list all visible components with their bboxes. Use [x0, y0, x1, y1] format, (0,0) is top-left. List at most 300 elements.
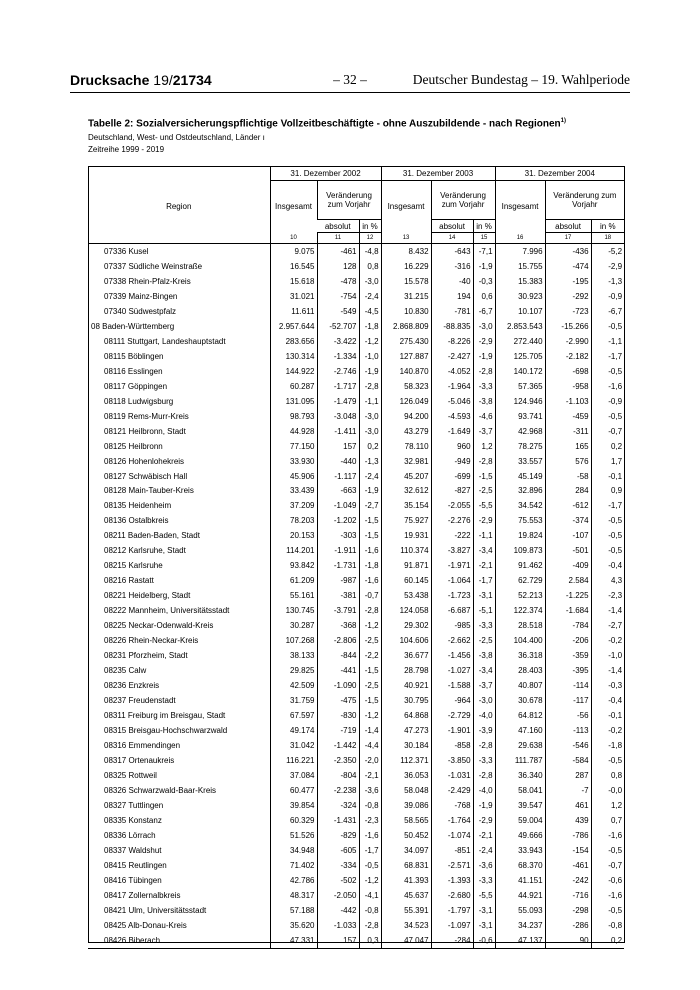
region-cell: 08327 Tuttlingen [104, 800, 164, 810]
region-cell: 08315 Breisgau-Hochschwarzwald [104, 725, 228, 735]
value-cell: 42.786 [270, 873, 317, 888]
value-cell: -0,5 [359, 858, 381, 873]
value-cell: -0,9 [591, 289, 624, 304]
value-cell: -3,9 [473, 723, 495, 738]
value-cell: 1,2 [473, 439, 495, 454]
document-number [70, 72, 212, 88]
value-cell: -1.411 [317, 424, 359, 439]
value-cell: -1.479 [317, 394, 359, 409]
value-cell: 157 [317, 439, 359, 454]
value-cell: 57.188 [270, 903, 317, 918]
value-cell: 41.393 [381, 873, 431, 888]
value-cell: 35.620 [270, 918, 317, 933]
value-cell: -6,7 [591, 304, 624, 319]
value-cell: 8.432 [381, 244, 431, 259]
value-cell: 58.048 [381, 783, 431, 798]
value-cell: -949 [431, 454, 473, 469]
value-cell: 124.058 [381, 603, 431, 618]
value-cell: -0,7 [359, 588, 381, 603]
value-cell: -1.064 [431, 573, 473, 588]
value-cell: -2,4 [359, 469, 381, 484]
value-cell: -858 [431, 738, 473, 753]
table-row [88, 903, 624, 918]
region-cell: 08237 Freudenstadt [104, 696, 176, 706]
title-footnote-mark: 1) [560, 118, 567, 124]
total-header: Insgesamt [270, 181, 317, 233]
region-cell: 08215 Karlsruhe [104, 561, 163, 571]
value-cell: -114 [545, 678, 591, 693]
value-cell: -1.074 [431, 828, 473, 843]
value-cell: -359 [545, 648, 591, 663]
value-cell: 45.207 [381, 469, 431, 484]
region-cell: 08231 Pforzheim, Stadt [104, 651, 188, 661]
value-cell: -381 [317, 588, 359, 603]
value-cell: -5,2 [591, 244, 624, 259]
subtitle-scope: Deutschland, West- und Ostdeutschland, Länder ı [88, 133, 265, 142]
value-cell: -2,8 [359, 603, 381, 618]
value-cell: 61.209 [270, 573, 317, 588]
value-cell: 49.666 [495, 828, 545, 843]
value-cell: -1.971 [431, 558, 473, 573]
value-cell: 0,2 [359, 439, 381, 454]
value-cell: -964 [431, 693, 473, 708]
value-cell: 272.440 [495, 334, 545, 349]
value-cell: -829 [317, 828, 359, 843]
value-cell: -0,5 [591, 753, 624, 768]
value-cell: -1.684 [545, 603, 591, 618]
value-cell: -3,0 [359, 409, 381, 424]
col-number: 10 [270, 233, 317, 244]
value-cell: -0,9 [591, 394, 624, 409]
doc-label: Drucksache [70, 72, 150, 88]
value-cell: 68.370 [495, 858, 545, 873]
value-cell: -113 [545, 723, 591, 738]
subtitle-period: Zeitreihe 1999 - 2019 [88, 145, 165, 154]
value-cell: -1,2 [359, 873, 381, 888]
value-cell: 0,6 [473, 289, 495, 304]
value-cell: -1.723 [431, 588, 473, 603]
value-cell: -1.027 [431, 663, 473, 678]
value-cell: -2,9 [473, 513, 495, 528]
table-row [88, 409, 624, 424]
value-cell: -3,6 [359, 783, 381, 798]
value-cell: -0,7 [591, 858, 624, 873]
value-cell: -1.964 [431, 379, 473, 394]
abs-header: absolut [545, 220, 591, 233]
value-cell: 20.153 [270, 528, 317, 543]
table-row [88, 633, 624, 648]
table-row [88, 364, 624, 379]
value-cell: -1,9 [359, 484, 381, 499]
value-cell: -0,0 [591, 783, 624, 798]
value-cell: 2.584 [545, 573, 591, 588]
value-cell: -7,1 [473, 244, 495, 259]
region-cell: 08221 Heidelberg, Stadt [104, 591, 191, 601]
value-cell: -2.990 [545, 334, 591, 349]
value-cell: -3,7 [473, 678, 495, 693]
value-cell: 19.824 [495, 528, 545, 543]
period-header: 31. Dezember 2003 [381, 167, 495, 181]
value-cell: 275.430 [381, 334, 431, 349]
value-cell: -298 [545, 903, 591, 918]
value-cell: -786 [545, 828, 591, 843]
value-cell: -0,8 [359, 903, 381, 918]
value-cell: -2,9 [473, 334, 495, 349]
value-cell: 128 [317, 259, 359, 274]
value-cell: -987 [317, 573, 359, 588]
table-row [88, 783, 624, 798]
value-cell: 43.279 [381, 424, 431, 439]
change-header: Veränderung zum Vorjahr [431, 181, 495, 220]
value-cell: -0,3 [591, 678, 624, 693]
value-cell: -1,3 [359, 454, 381, 469]
value-cell: -2,5 [473, 633, 495, 648]
value-cell: 144.922 [270, 364, 317, 379]
value-cell: 33.439 [270, 484, 317, 499]
value-cell: -7 [545, 783, 591, 798]
region-cell: 08212 Karlsruhe, Stadt [104, 546, 186, 556]
value-cell: -1,2 [359, 334, 381, 349]
value-cell: 10.830 [381, 304, 431, 319]
value-cell: 36.677 [381, 648, 431, 663]
value-cell: 287 [545, 768, 591, 783]
value-cell: -605 [317, 843, 359, 858]
value-cell: 157 [317, 933, 359, 948]
value-cell: 1,7 [591, 454, 624, 469]
region-cell: 08116 Esslingen [104, 366, 163, 376]
table-row [88, 543, 624, 558]
value-cell: -1,8 [359, 319, 381, 334]
value-cell: -3,4 [473, 543, 495, 558]
value-cell: 33.943 [495, 843, 545, 858]
value-cell: 31.042 [270, 738, 317, 753]
table-row [88, 723, 624, 738]
value-cell: 30.287 [270, 618, 317, 633]
value-cell: -1,3 [591, 274, 624, 289]
value-cell: -1,5 [473, 469, 495, 484]
value-cell: -2,1 [359, 768, 381, 783]
value-cell: -222 [431, 528, 473, 543]
region-cell: 08222 Mannheim, Universitätsstadt [104, 606, 230, 616]
value-cell: 37.209 [270, 498, 317, 513]
table-row [88, 663, 624, 678]
table-row [88, 933, 624, 948]
table-row [88, 498, 624, 513]
value-cell: -461 [545, 858, 591, 873]
value-cell: 59.004 [495, 813, 545, 828]
value-cell: -56 [545, 708, 591, 723]
value-cell: 42.968 [495, 424, 545, 439]
value-cell: -958 [545, 379, 591, 394]
value-cell: -3.048 [317, 409, 359, 424]
value-cell: 55.161 [270, 588, 317, 603]
value-cell: -442 [317, 903, 359, 918]
value-cell: -3,3 [473, 873, 495, 888]
table-row [88, 424, 624, 439]
value-cell: 64.868 [381, 708, 431, 723]
value-cell: -1,4 [591, 603, 624, 618]
table-row [88, 888, 624, 903]
header-row-colnumbers [88, 233, 624, 244]
value-cell: -1,9 [473, 349, 495, 364]
value-cell: 15.755 [495, 259, 545, 274]
region-cell: 08326 Schwarzwald-Baar-Kreis [104, 785, 217, 795]
value-cell: 47.331 [270, 933, 317, 948]
value-cell: 0,2 [591, 439, 624, 454]
value-cell: -1.649 [431, 424, 473, 439]
value-cell: 75.927 [381, 513, 431, 528]
table-row [88, 513, 624, 528]
header-row-labels [88, 181, 624, 220]
value-cell: 91.871 [381, 558, 431, 573]
value-cell: 78.110 [381, 439, 431, 454]
value-cell: 62.729 [495, 573, 545, 588]
value-cell: -1,6 [591, 379, 624, 394]
value-cell: -1,9 [473, 259, 495, 274]
value-cell: -2,1 [473, 828, 495, 843]
value-cell: 165 [545, 439, 591, 454]
table-row [88, 274, 624, 289]
value-cell: -0,8 [591, 918, 624, 933]
value-cell: 58.041 [495, 783, 545, 798]
table-row [88, 828, 624, 843]
value-cell: -584 [545, 753, 591, 768]
value-cell: -5,1 [473, 603, 495, 618]
value-cell: 34.237 [495, 918, 545, 933]
region-cell: 08211 Baden-Baden, Stadt [104, 531, 200, 541]
table-row [88, 603, 624, 618]
value-cell: -4.593 [431, 409, 473, 424]
pct-header: in % [359, 220, 381, 233]
value-cell: -1,6 [591, 828, 624, 843]
region-cell: 07337 Südliche Weinstraße [104, 261, 203, 271]
value-cell: 28.798 [381, 663, 431, 678]
value-cell: 960 [431, 439, 473, 454]
col-number: 18 [591, 233, 624, 244]
value-cell: -15.266 [545, 319, 591, 334]
value-cell: -52.707 [317, 319, 359, 334]
header-blank [88, 167, 270, 181]
value-cell: -2.662 [431, 633, 473, 648]
value-cell: 1,2 [591, 798, 624, 813]
value-cell: 107.268 [270, 633, 317, 648]
col-number: 16 [495, 233, 545, 244]
value-cell: -2,7 [591, 618, 624, 633]
value-cell: 45.637 [381, 888, 431, 903]
value-cell: -827 [431, 484, 473, 499]
value-cell: -1,7 [591, 498, 624, 513]
value-cell: -3,1 [473, 903, 495, 918]
value-cell: -395 [545, 663, 591, 678]
value-cell: 16.545 [270, 259, 317, 274]
value-cell: -2,1 [473, 558, 495, 573]
value-cell: -303 [317, 528, 359, 543]
value-cell: -1,4 [359, 723, 381, 738]
value-cell: -663 [317, 484, 359, 499]
value-cell: -5.046 [431, 394, 473, 409]
value-cell: -0,5 [591, 903, 624, 918]
value-cell: -4,0 [473, 783, 495, 798]
value-cell: 439 [545, 813, 591, 828]
value-cell: -2,5 [359, 678, 381, 693]
value-cell: -4,8 [359, 244, 381, 259]
value-cell: -0,5 [591, 364, 624, 379]
value-cell: 29.638 [495, 738, 545, 753]
value-cell: 93.842 [270, 558, 317, 573]
region-cell: 08415 Reutlingen [104, 860, 167, 870]
value-cell: -2,2 [359, 648, 381, 663]
value-cell: 283.656 [270, 334, 317, 349]
value-cell: 131.095 [270, 394, 317, 409]
value-cell: 40.921 [381, 678, 431, 693]
value-cell: 32.896 [495, 484, 545, 499]
doc-num-suffix: 21734 [172, 72, 212, 88]
change-header: Veränderung zum Vorjahr [317, 181, 381, 220]
value-cell: -441 [317, 663, 359, 678]
value-cell: 57.365 [495, 379, 545, 394]
col-number: 12 [359, 233, 381, 244]
region-cell: 08416 Tübingen [104, 875, 162, 885]
value-cell: -1.103 [545, 394, 591, 409]
period-header: 31. Dezember 2004 [495, 167, 624, 181]
value-cell: -436 [545, 244, 591, 259]
value-cell: -1,6 [591, 888, 624, 903]
value-cell: 461 [545, 798, 591, 813]
table-row [88, 469, 624, 484]
value-cell: 284 [545, 484, 591, 499]
value-cell: -1.911 [317, 543, 359, 558]
region-cell: 08425 Alb-Donau-Kreis [104, 920, 187, 930]
table-row [88, 573, 624, 588]
value-cell: -1.393 [431, 873, 473, 888]
table-row [88, 768, 624, 783]
table-row [88, 648, 624, 663]
value-cell: -612 [545, 498, 591, 513]
value-cell: -4,6 [473, 409, 495, 424]
value-cell: 93.741 [495, 409, 545, 424]
value-cell: 194 [431, 289, 473, 304]
region-cell: 07339 Mainz-Bingen [104, 291, 178, 301]
table-row [88, 813, 624, 828]
value-cell: -2,9 [591, 259, 624, 274]
value-cell: -286 [545, 918, 591, 933]
value-cell: 55.093 [495, 903, 545, 918]
value-cell: -0,5 [591, 543, 624, 558]
col-number: 15 [473, 233, 495, 244]
value-cell: 28.403 [495, 663, 545, 678]
value-cell: -844 [317, 648, 359, 663]
value-cell: 47.137 [495, 933, 545, 948]
page-header [70, 72, 630, 93]
value-cell: -3,8 [473, 648, 495, 663]
value-cell: -1.049 [317, 498, 359, 513]
region-cell: 08128 Main-Tauber-Kreis [104, 486, 194, 496]
table-row [88, 798, 624, 813]
value-cell: -3.827 [431, 543, 473, 558]
value-cell: -374 [545, 513, 591, 528]
value-cell: 41.151 [495, 873, 545, 888]
value-cell: 38.133 [270, 648, 317, 663]
value-cell: -292 [545, 289, 591, 304]
value-cell: 47.047 [381, 933, 431, 948]
value-cell: -1,5 [359, 693, 381, 708]
value-cell: -1,4 [591, 663, 624, 678]
table-row [88, 693, 624, 708]
value-cell: -1,9 [473, 798, 495, 813]
value-cell: 91.462 [495, 558, 545, 573]
table-row [88, 379, 624, 394]
table-row [88, 558, 624, 573]
value-cell: -3,0 [473, 319, 495, 334]
value-cell: -1,8 [591, 738, 624, 753]
table-row [88, 618, 624, 633]
table-row [88, 528, 624, 543]
value-cell: 34.097 [381, 843, 431, 858]
region-cell: 07338 Rhein-Pfalz-Kreis [104, 276, 191, 286]
table-row [88, 304, 624, 319]
table-row [88, 289, 624, 304]
value-cell: -1.588 [431, 678, 473, 693]
value-cell: 126.049 [381, 394, 431, 409]
value-cell: -4,4 [359, 738, 381, 753]
value-cell: -206 [545, 633, 591, 648]
value-cell: 127.887 [381, 349, 431, 364]
value-cell: -546 [545, 738, 591, 753]
value-cell: 130.745 [270, 603, 317, 618]
region-cell: 08127 Schwäbisch Hall [104, 471, 188, 481]
value-cell: -1,2 [359, 708, 381, 723]
value-cell: 7.996 [495, 244, 545, 259]
table-row [88, 319, 624, 334]
publisher: Deutscher Bundestag – 19. Wahlperiode [412, 72, 630, 87]
table-row [88, 484, 624, 499]
value-cell: 34.948 [270, 843, 317, 858]
value-cell: 36.318 [495, 648, 545, 663]
region-cell: 08117 Göppingen [104, 381, 168, 391]
value-cell: 30.923 [495, 289, 545, 304]
value-cell: -58 [545, 469, 591, 484]
value-cell: 15.578 [381, 274, 431, 289]
value-cell: 52.213 [495, 588, 545, 603]
value-cell: -1,7 [473, 573, 495, 588]
value-cell: 29.825 [270, 663, 317, 678]
value-cell: -1.225 [545, 588, 591, 603]
value-cell: 28.518 [495, 618, 545, 633]
value-cell: 124.946 [495, 394, 545, 409]
value-cell: 0,7 [591, 813, 624, 828]
value-cell: -0,2 [591, 633, 624, 648]
value-cell: 32.612 [381, 484, 431, 499]
value-cell: -698 [545, 364, 591, 379]
value-cell: 78.203 [270, 513, 317, 528]
region-cell: 08136 Ostalbkreis [104, 516, 169, 526]
value-cell: 0,9 [591, 484, 624, 499]
value-cell: -1,7 [359, 843, 381, 858]
value-cell: 58.565 [381, 813, 431, 828]
value-cell: 39.547 [495, 798, 545, 813]
value-cell: 55.391 [381, 903, 431, 918]
region-cell: 08225 Neckar-Odenwald-Kreis [104, 621, 214, 631]
value-cell: 30.795 [381, 693, 431, 708]
value-cell: -1,6 [359, 573, 381, 588]
value-cell: -2.429 [431, 783, 473, 798]
value-cell: 2.957.644 [270, 319, 317, 334]
table-row [88, 858, 624, 873]
value-cell: -1.442 [317, 738, 359, 753]
value-cell: -3,4 [473, 663, 495, 678]
region-cell: 08135 Heidenheim [104, 501, 172, 511]
value-cell: -643 [431, 244, 473, 259]
